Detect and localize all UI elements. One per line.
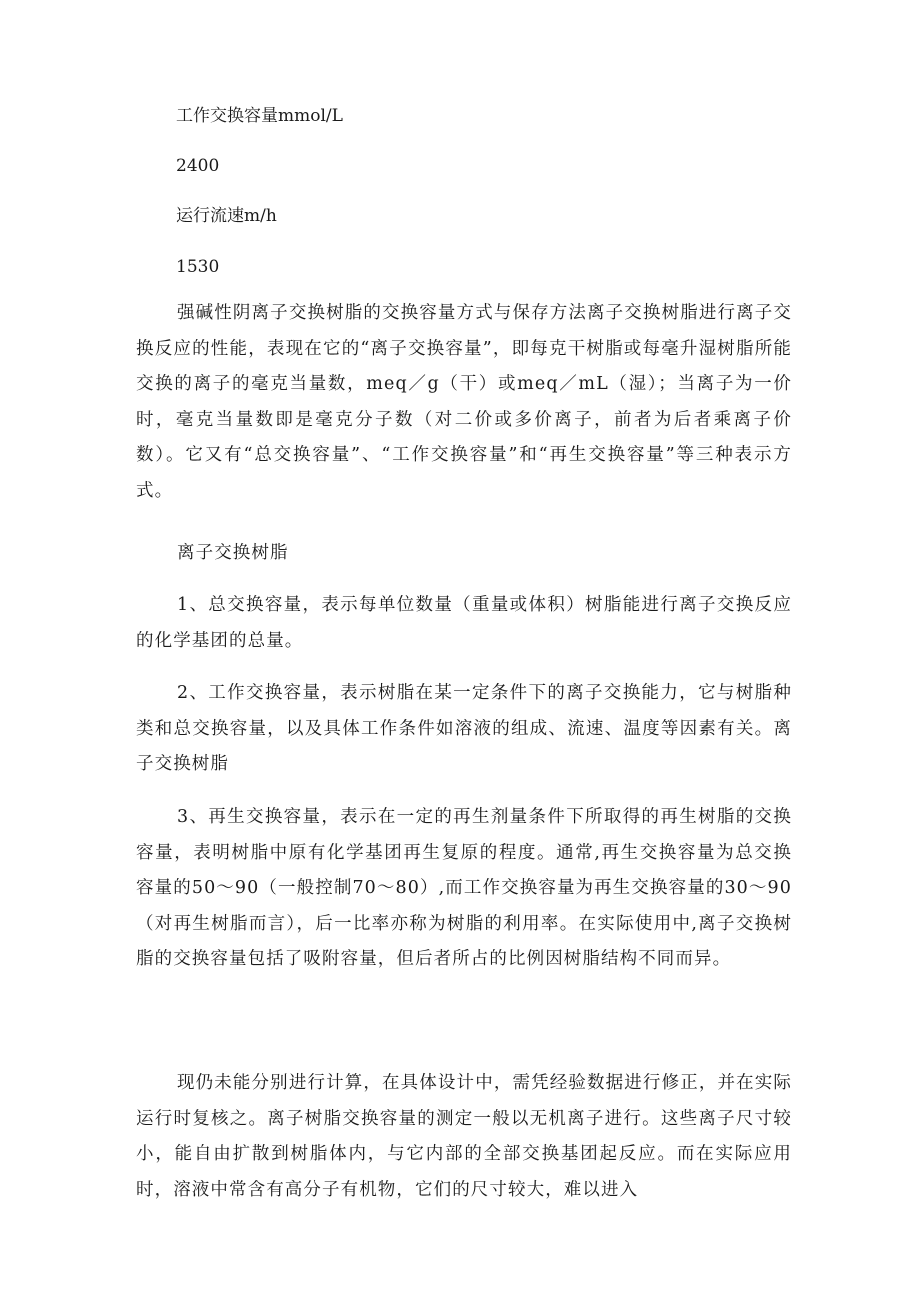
paragraph-regeneration-exchange-capacity: 3、再生交换容量，表示在一定的再生剂量条件下所取得的再生树脂的交换容量，表明树脂中原有化学基团再生复原的程度。通常,再生交换容量为总交换容量的50～90（一般控制70～80）,而工作交换容量为再生交换容量的30～90（对再生树脂而言），后一比率亦称为树脂的利用率。在实际使用中,离子交换树脂的交换容量包括了吸附容量，但后者所占的比例因树脂结构不同而异。 — [136, 807, 792, 969]
paragraph-calculation-notes: 现仍未能分别进行计算，在具体设计中，需凭经验数据进行修正，并在实际运行时复核之。离子树脂交换容量的测定一般以无机离子进行。这些离子尺寸较小，能自由扩散到树脂体内，与它内部的全部交换基团起反应。而在实际应用时，溶液中常含有高分子有机物，它们的尺寸较大，难以进入 — [136, 1073, 792, 1200]
paragraph-working-exchange-capacity: 2、工作交换容量，表示树脂在某一定条件下的离子交换能力，它与树脂种类和总交换容量，以及具体工作条件如溶液的组成、流速、温度等因素有关。离子交换树脂 — [136, 683, 792, 774]
paragraph-exchange-capacity-intro: 强碱性阴离子交换树脂的交换容量方式与保存方法离子交换树脂进行离子交换反应的性能，表现在它的“离子交换容量”，即每克干树脂或每毫升湿树脂所能交换的离子的毫克当量数，meq／g（干）或meq／mL（湿）；当离子为一价时，毫克当量数即是毫克分子数（对二价或多价离子，前者为后者乘离子价数）。它又有“总交换容量”、“工作交换容量”和“再生交换容量”等三种表示方式。 — [136, 303, 792, 501]
line-value-1530: 1530 — [176, 257, 220, 277]
paragraph-total-exchange-capacity: 1、总交换容量，表示每单位数量（重量或体积）树脂能进行离子交换反应的化学基团的总量。 — [136, 595, 792, 651]
line-value-2400: 2400 — [176, 156, 220, 176]
line-flow-rate-unit: 运行流速m/h — [176, 206, 277, 226]
line-working-capacity-unit: 工作交换容量mmol/L — [176, 106, 343, 126]
paragraph-heading-ion-exchange-resin: 离子交换树脂 — [177, 543, 289, 563]
